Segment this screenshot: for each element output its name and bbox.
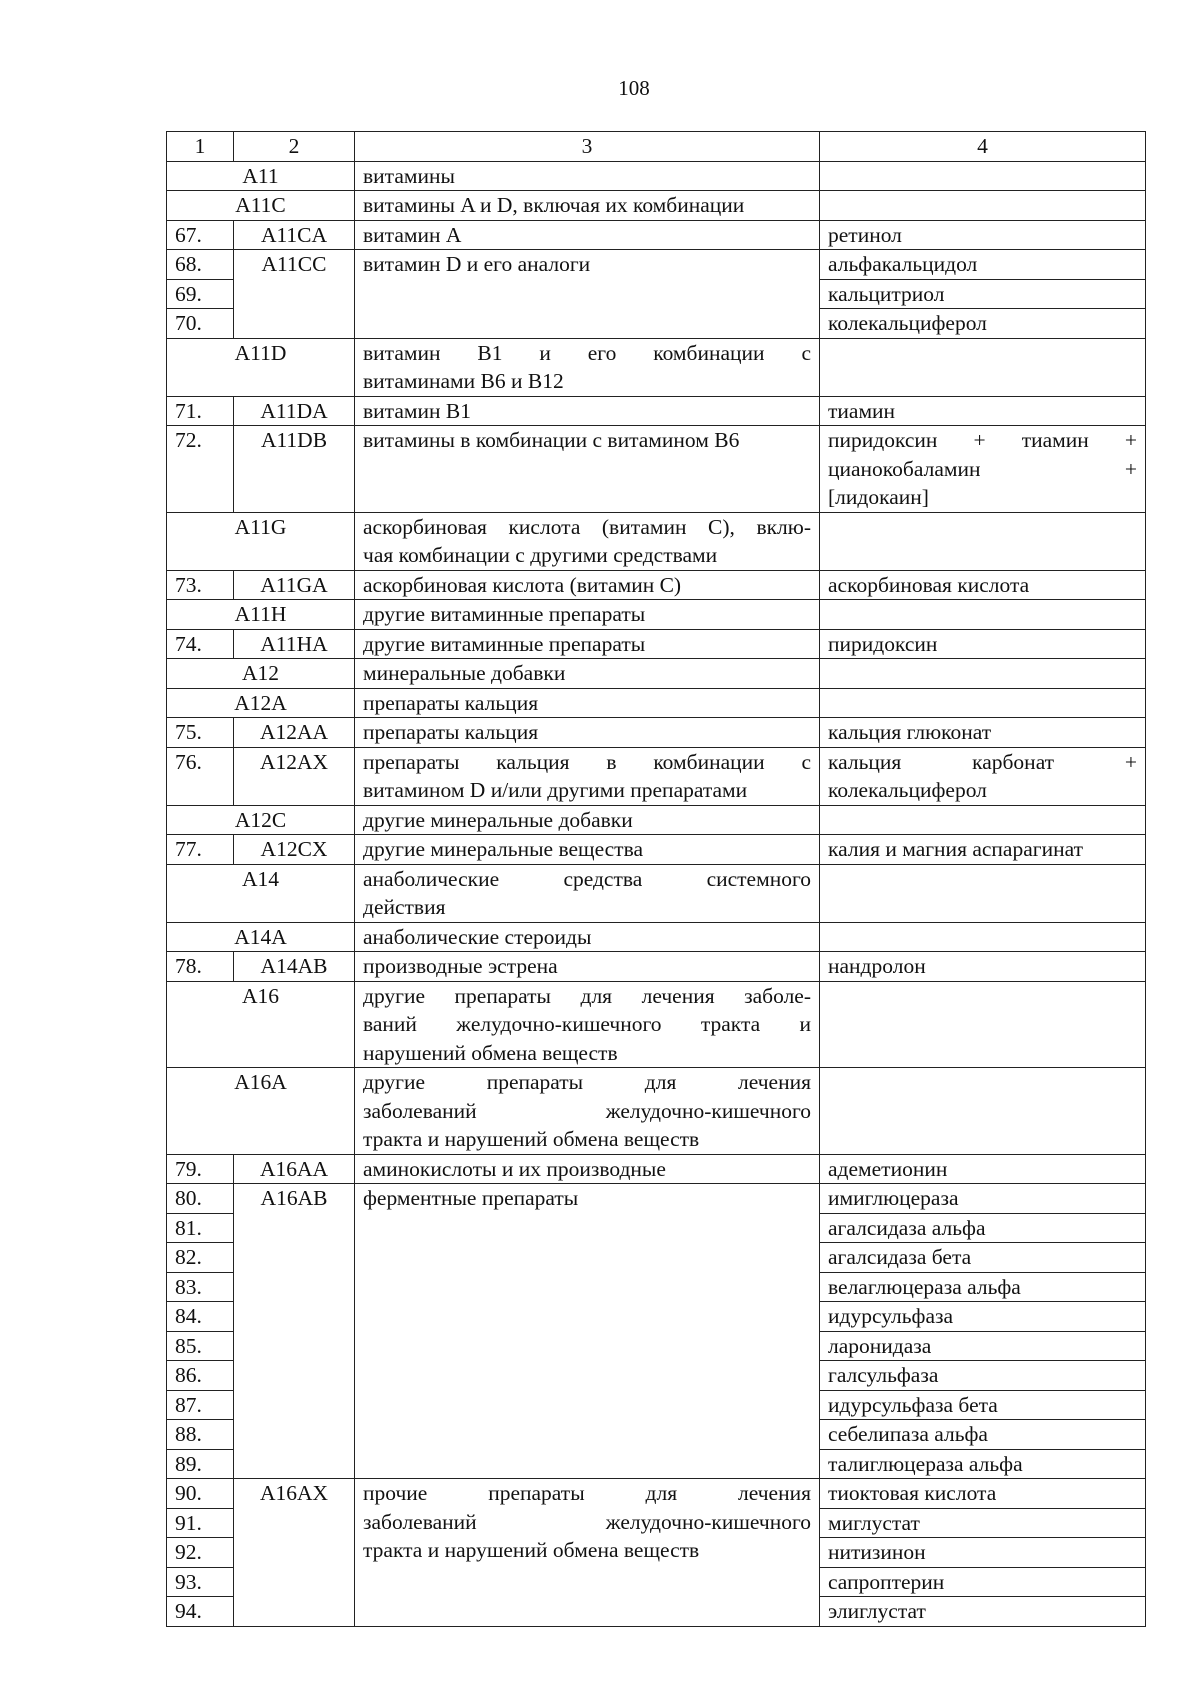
- row-number: 81.: [167, 1213, 234, 1243]
- atc-description: ферментные препараты: [355, 1184, 820, 1479]
- row-number: 72.: [167, 426, 234, 513]
- atc-code: A12A: [167, 688, 355, 718]
- atc-code: A11H: [167, 600, 355, 630]
- inn-name: элиглустат: [820, 1597, 1146, 1627]
- inn-line: цианокобаламин +: [828, 456, 1137, 481]
- inn-line: колекальциферол: [828, 778, 987, 802]
- group-row: [167, 1068, 1146, 1155]
- row-number: 84.: [167, 1302, 234, 1332]
- atc-code: A16AB: [234, 1184, 355, 1479]
- inn-name: имиглюцераза: [820, 1184, 1146, 1214]
- description-line: ваний желудочно-кишечного тракта и: [363, 1012, 811, 1036]
- atc-code: A12CX: [234, 835, 355, 865]
- table-row: [167, 718, 1146, 748]
- atc-code: A11DA: [234, 396, 355, 426]
- group-row: [167, 512, 1146, 570]
- atc-code: A12AX: [234, 747, 355, 805]
- table-row: [167, 220, 1146, 250]
- description-line: витаминами B6 и B12: [363, 369, 564, 393]
- atc-description: [355, 747, 820, 805]
- atc-description: другие минеральные вещества: [355, 835, 820, 865]
- atc-code: A11CC: [234, 250, 355, 339]
- header-col-3: 3: [355, 132, 820, 162]
- atc-code: A11: [167, 161, 355, 191]
- row-number: 80.: [167, 1184, 234, 1214]
- row-number: 73.: [167, 570, 234, 600]
- description-line: препараты кальция в комбинации с: [363, 749, 811, 774]
- table-row: [167, 952, 1146, 982]
- inn-name: кальцитриол: [820, 279, 1146, 309]
- atc-code: A11CA: [234, 220, 355, 250]
- description-line: нарушений обмена веществ: [363, 1040, 618, 1065]
- atc-code: A11G: [167, 512, 355, 570]
- atc-code: A11D: [167, 338, 355, 396]
- description-line: заболеваний желудочно-кишечного: [363, 1098, 811, 1123]
- description-line: тракта и нарушений обмена веществ: [363, 1127, 700, 1151]
- atc-description: витамин B1: [355, 396, 820, 426]
- description-line: аскорбиновая кислота (витамин C), вклю-: [363, 514, 811, 539]
- inn-name: агалсидаза бета: [820, 1243, 1146, 1273]
- atc-code: A16AA: [234, 1154, 355, 1184]
- inn-name: тиоктовая кислота: [820, 1479, 1146, 1509]
- atc-description: витамины: [355, 161, 820, 191]
- table-row: [167, 1184, 1146, 1214]
- row-number: 76.: [167, 747, 234, 805]
- header-col-1: 1: [167, 132, 234, 162]
- row-number: 91.: [167, 1508, 234, 1538]
- inn-name: тиамин: [820, 396, 1146, 426]
- inn-name: адеметионин: [820, 1154, 1146, 1184]
- inn-name: альфакальцидол: [820, 250, 1146, 280]
- inn-name: велаглюцераза альфа: [820, 1272, 1146, 1302]
- atc-description: производные эстрена: [355, 952, 820, 982]
- group-row: [167, 981, 1146, 1068]
- row-number: 69.: [167, 279, 234, 309]
- table-row: [167, 570, 1146, 600]
- group-row: [167, 688, 1146, 718]
- inn-name: идурсульфаза: [820, 1302, 1146, 1332]
- inn-name: [820, 600, 1146, 630]
- group-row: [167, 191, 1146, 221]
- row-number: 68.: [167, 250, 234, 280]
- atc-description: [355, 1479, 820, 1627]
- atc-code: A12C: [167, 805, 355, 835]
- inn-name: [820, 922, 1146, 952]
- inn-name: миглустат: [820, 1508, 1146, 1538]
- inn-name: ларонидаза: [820, 1331, 1146, 1361]
- inn-name: колекальциферол: [820, 309, 1146, 339]
- inn-name: пиридоксин: [820, 629, 1146, 659]
- table-row: [167, 250, 1146, 280]
- inn-name: [820, 864, 1146, 922]
- inn-name: [820, 191, 1146, 221]
- atc-code: A12: [167, 659, 355, 689]
- inn-name: [820, 512, 1146, 570]
- group-row: [167, 659, 1146, 689]
- header-col-4: 4: [820, 132, 1146, 162]
- row-number: 86.: [167, 1361, 234, 1391]
- row-number: 75.: [167, 718, 234, 748]
- inn-name: [820, 659, 1146, 689]
- row-number: 90.: [167, 1479, 234, 1509]
- row-number: 94.: [167, 1597, 234, 1627]
- row-number: 77.: [167, 835, 234, 865]
- group-row: [167, 922, 1146, 952]
- description-line: чая комбинации с другими средствами: [363, 543, 718, 567]
- inn-name: идурсульфаза бета: [820, 1390, 1146, 1420]
- row-number: 88.: [167, 1420, 234, 1450]
- inn-name: калия и магния аспарагинат: [820, 835, 1146, 865]
- atc-description: другие минеральные добавки: [355, 805, 820, 835]
- row-number: 82.: [167, 1243, 234, 1273]
- inn-line: [лидокаин]: [828, 485, 929, 509]
- inn-name: агалсидаза альфа: [820, 1213, 1146, 1243]
- inn-name: [820, 338, 1146, 396]
- header-row: [167, 132, 1146, 162]
- inn-name: [820, 426, 1146, 513]
- inn-name: [820, 981, 1146, 1068]
- table-row: [167, 1154, 1146, 1184]
- inn-name: [820, 161, 1146, 191]
- table-row: [167, 747, 1146, 805]
- atc-description: витамины A и D, включая их комбинации: [355, 191, 820, 221]
- table-row: [167, 1479, 1146, 1509]
- table-row: [167, 835, 1146, 865]
- atc-code: A11DB: [234, 426, 355, 513]
- row-number: 70.: [167, 309, 234, 339]
- group-row: [167, 805, 1146, 835]
- description-line: витамином D и/или другими препаратами: [363, 778, 748, 802]
- description-line: витамин B1 и его комбинации с: [363, 340, 811, 365]
- description-line: тракта и нарушений обмена веществ: [363, 1538, 700, 1562]
- atc-description: препараты кальция: [355, 688, 820, 718]
- row-number: 87.: [167, 1390, 234, 1420]
- inn-name: [820, 1068, 1146, 1155]
- group-row: [167, 864, 1146, 922]
- description-line: заболеваний желудочно-кишечного: [363, 1509, 811, 1534]
- atc-code: A16AX: [234, 1479, 355, 1627]
- group-row: [167, 161, 1146, 191]
- atc-code: A14A: [167, 922, 355, 952]
- inn-name: галсульфаза: [820, 1361, 1146, 1391]
- inn-name: [820, 688, 1146, 718]
- atc-description: [355, 864, 820, 922]
- description-line: анаболические средства системного: [363, 866, 811, 891]
- atc-description: аскорбиновая кислота (витамин C): [355, 570, 820, 600]
- row-number: 92.: [167, 1538, 234, 1568]
- description-line: действия: [363, 895, 446, 919]
- row-number: 85.: [167, 1331, 234, 1361]
- atc-description: аминокислоты и их производные: [355, 1154, 820, 1184]
- inn-name: [820, 747, 1146, 805]
- atc-description: другие витаминные препараты: [355, 600, 820, 630]
- table-row: [167, 396, 1146, 426]
- atc-description: витамин A: [355, 220, 820, 250]
- atc-description: [355, 512, 820, 570]
- atc-code: A14: [167, 864, 355, 922]
- table-row: [167, 426, 1146, 513]
- description-line: прочие препараты для лечения: [363, 1481, 811, 1505]
- atc-description: витамин D и его аналоги: [355, 250, 820, 339]
- atc-description: другие витаминные препараты: [355, 629, 820, 659]
- inn-name: нандролон: [820, 952, 1146, 982]
- row-number: 79.: [167, 1154, 234, 1184]
- atc-description: анаболические стероиды: [355, 922, 820, 952]
- atc-description: [355, 338, 820, 396]
- inn-name: талиглюцераза альфа: [820, 1449, 1146, 1479]
- row-number: 67.: [167, 220, 234, 250]
- inn-line: пиридоксин + тиамин +: [828, 428, 1137, 452]
- atc-code: A11GA: [234, 570, 355, 600]
- row-number: 89.: [167, 1449, 234, 1479]
- atc-description: [355, 981, 820, 1068]
- atc-description: витамины в комбинации с витамином B6: [355, 426, 820, 513]
- atc-code: A14AB: [234, 952, 355, 982]
- description-line: другие препараты для лечения заболе-: [363, 983, 811, 1008]
- inn-name: [820, 805, 1146, 835]
- atc-code: A11C: [167, 191, 355, 221]
- atc-code: A12AA: [234, 718, 355, 748]
- row-number: 93.: [167, 1567, 234, 1597]
- inn-name: аскорбиновая кислота: [820, 570, 1146, 600]
- header-col-2: 2: [234, 132, 355, 162]
- group-row: [167, 600, 1146, 630]
- atc-description: минеральные добавки: [355, 659, 820, 689]
- group-row: [167, 338, 1146, 396]
- inn-name: сапроптерин: [820, 1567, 1146, 1597]
- atc-description: препараты кальция: [355, 718, 820, 748]
- row-number: 83.: [167, 1272, 234, 1302]
- atc-code: A11HA: [234, 629, 355, 659]
- atc-description: [355, 1068, 820, 1155]
- description-line: другие препараты для лечения: [363, 1070, 811, 1094]
- inn-name: кальция глюконат: [820, 718, 1146, 748]
- atc-code: A16A: [167, 1068, 355, 1155]
- page-number: 108: [618, 76, 650, 100]
- row-number: 71.: [167, 396, 234, 426]
- drug-registry-table: [166, 131, 1146, 1627]
- inn-name: нитизинон: [820, 1538, 1146, 1568]
- row-number: 74.: [167, 629, 234, 659]
- atc-code: A16: [167, 981, 355, 1068]
- row-number: 78.: [167, 952, 234, 982]
- inn-name: себелипаза альфа: [820, 1420, 1146, 1450]
- inn-name: ретинол: [820, 220, 1146, 250]
- table-row: [167, 629, 1146, 659]
- inn-line: кальция карбонат +: [828, 749, 1137, 774]
